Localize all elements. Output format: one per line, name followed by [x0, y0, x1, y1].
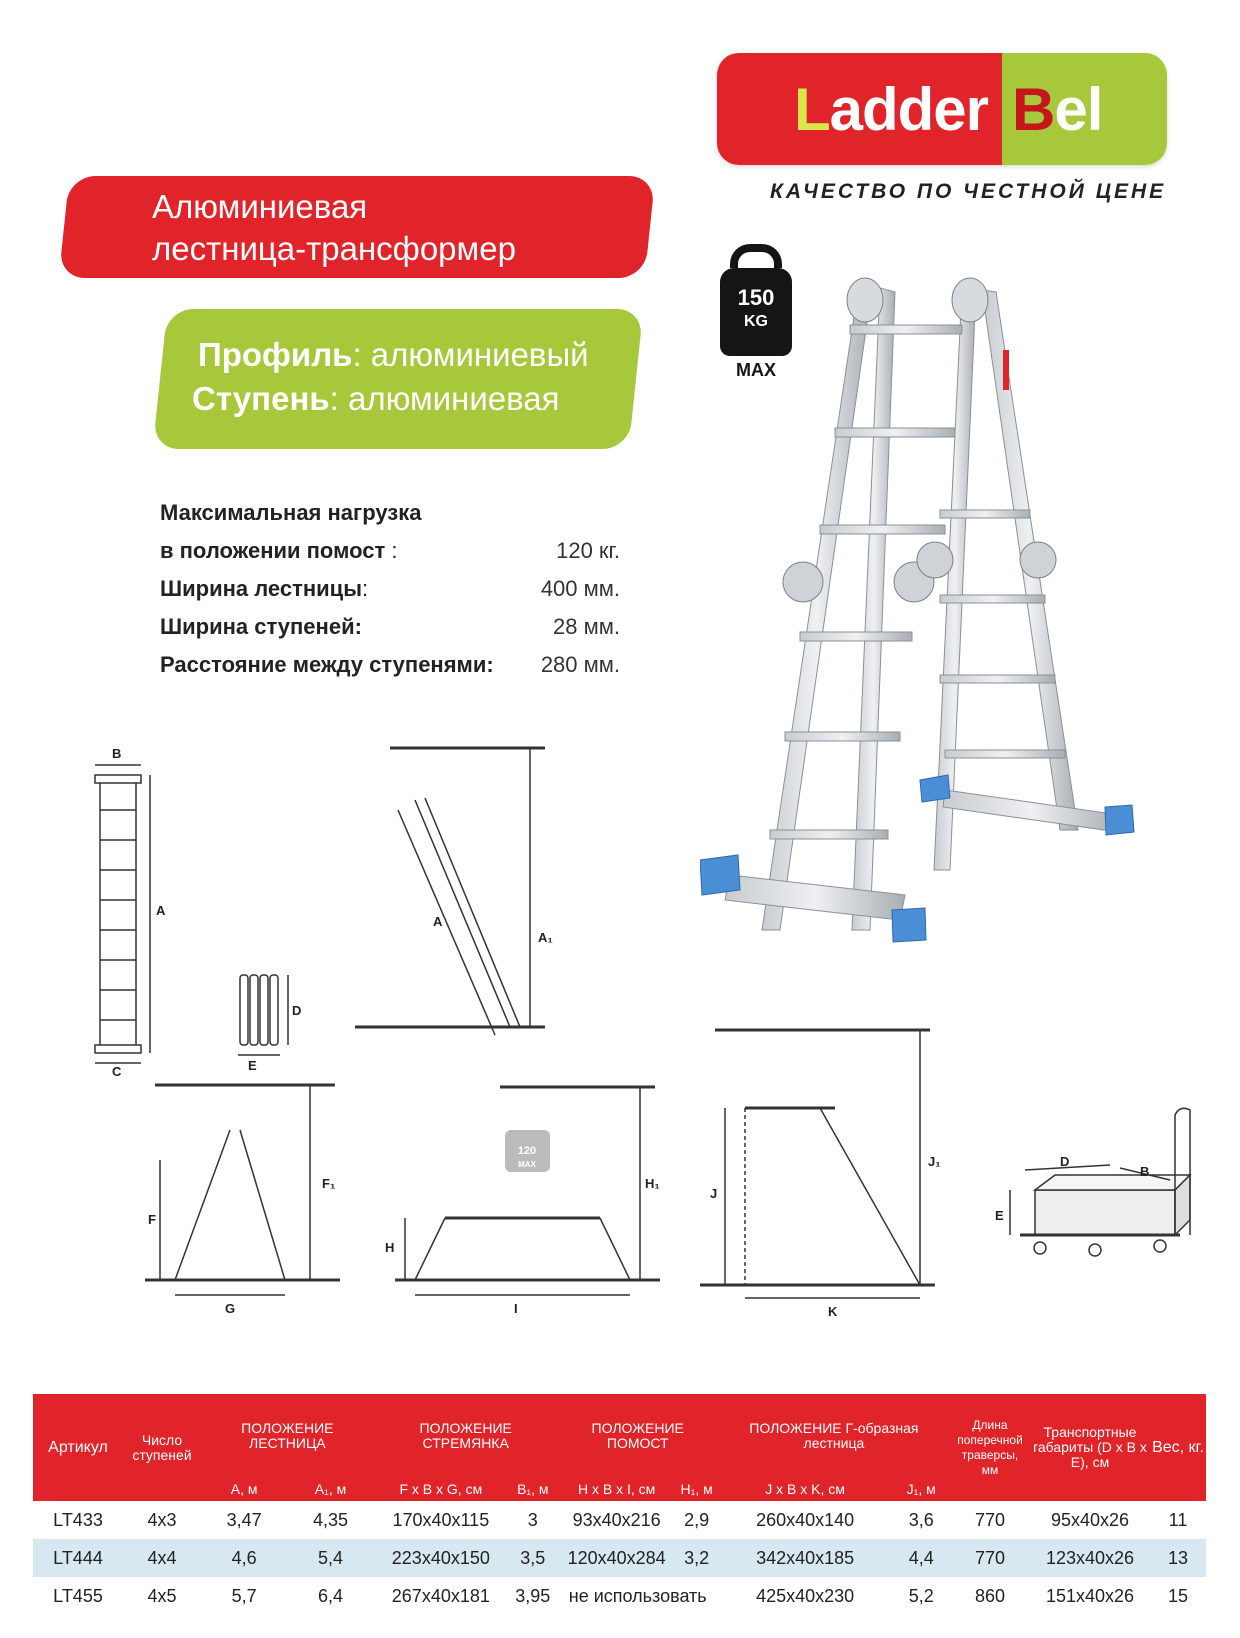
cell-hbi: 93x40x216	[558, 1501, 676, 1539]
weight-caption: MAX	[736, 360, 776, 380]
platform-weight-icon	[505, 1130, 550, 1172]
spec-label: в положении помост	[160, 538, 386, 563]
profile-label: Профиль	[198, 336, 353, 373]
logo-red-part	[717, 53, 1002, 165]
label-cart-b: B	[1140, 1164, 1150, 1179]
table-row	[33, 1539, 1206, 1577]
cell-jbk: 425x40x230	[718, 1577, 893, 1615]
header-platform-hbi: H x B x I, см	[577, 1481, 656, 1497]
label-j: J	[710, 1186, 718, 1201]
cell-a1: 6,4	[287, 1577, 373, 1615]
cell-steps: 4x4	[123, 1539, 201, 1577]
header-ladder-a: A, м	[230, 1481, 258, 1497]
label-h: H	[385, 1240, 395, 1255]
spec-row	[160, 570, 620, 608]
cell-j1: 5,2	[892, 1577, 950, 1615]
label-a1: A₁	[538, 930, 553, 945]
header-platform: ПОЛОЖЕНИЕ ПОМОСТ	[591, 1420, 684, 1451]
spec-value: 400 мм.	[540, 576, 620, 601]
header-platform-h1: H₁, м	[680, 1481, 713, 1497]
cell-weight: 11	[1150, 1501, 1206, 1539]
cell-traverse: 770	[950, 1539, 1030, 1577]
cell-a: 5,7	[201, 1577, 287, 1615]
header-ladder-a1: A₁, м	[314, 1481, 347, 1497]
logo-text-bel: Bel	[1012, 75, 1103, 143]
label-cart-e: E	[995, 1208, 1004, 1223]
specifications-table	[33, 1394, 1206, 1615]
table-row	[33, 1501, 1206, 1539]
weight-unit: KG	[744, 313, 768, 330]
header-steps: Число ступеней	[132, 1431, 192, 1463]
weight-value: 150	[737, 285, 775, 310]
spec-row	[160, 646, 620, 684]
logo-text-ladder: Ladder	[793, 75, 988, 143]
cell-j1: 3,6	[892, 1501, 950, 1539]
spec-value: 28 мм.	[553, 614, 620, 639]
label-g: G	[225, 1301, 236, 1316]
cell-fbg: 267x40x181	[374, 1577, 508, 1615]
title-line-1: Алюминиевая	[152, 188, 368, 225]
spec-label: Ширина лестницы	[160, 576, 362, 601]
header-lshape-j1: J₁, м	[906, 1481, 936, 1497]
title-line-2: лестница-трансформер	[152, 230, 516, 267]
cell-jbk: 260x40x140	[718, 1501, 893, 1539]
label-b: B	[112, 746, 122, 761]
step-label: Ступень	[192, 380, 330, 417]
header-ladder: ПОЛОЖЕНИЕ ЛЕСТНИЦА	[241, 1420, 334, 1451]
cell-article: LT444	[33, 1539, 123, 1577]
spec-suffix: :	[385, 538, 398, 563]
technical-diagrams	[0, 730, 1240, 1370]
label-k: K	[828, 1304, 838, 1319]
label-f: F	[148, 1212, 156, 1227]
cell-h1: 2,9	[676, 1501, 718, 1539]
cell-weight: 13	[1150, 1539, 1206, 1577]
cell-traverse: 860	[950, 1577, 1030, 1615]
cell-steps: 4x3	[123, 1501, 201, 1539]
label-c: C	[112, 1064, 122, 1079]
header-traverse: Длина поперечной траверсы, мм	[957, 1417, 1023, 1477]
cell-jbk: 342x40x185	[718, 1539, 893, 1577]
cell-transport: 95x40x26	[1030, 1501, 1150, 1539]
page-title	[152, 186, 516, 270]
spec-label: Ширина ступеней:	[160, 614, 362, 639]
spec-value: 280 мм.	[540, 652, 620, 677]
cell-j1: 4,4	[892, 1539, 950, 1577]
header-stepladder: ПОЛОЖЕНИЕ СТРЕМЯНКА	[419, 1420, 512, 1451]
spec-label: Расстояние между ступенями:	[160, 652, 494, 677]
cell-a1: 4,35	[287, 1501, 373, 1539]
spec-row	[160, 608, 620, 646]
step-value: : алюминиевая	[329, 380, 560, 417]
brand-logo	[717, 53, 1167, 165]
cell-b1: 3,5	[508, 1539, 558, 1577]
profile-value: : алюминиевый	[352, 336, 589, 373]
header-weight: Вес, кг.	[1152, 1439, 1204, 1456]
cell-b1: 3,95	[508, 1577, 558, 1615]
specs-list	[160, 494, 620, 684]
materials-text	[192, 333, 589, 421]
cell-steps: 4x5	[123, 1577, 201, 1615]
table-row	[33, 1577, 1206, 1615]
cell-a: 4,6	[201, 1539, 287, 1577]
cell-article: LT455	[33, 1577, 123, 1615]
label-i: I	[514, 1301, 518, 1316]
logo-green-part	[1002, 53, 1167, 165]
label-h1: H₁	[645, 1176, 660, 1191]
label-cart-d: D	[1060, 1154, 1070, 1169]
label-e: E	[248, 1058, 257, 1073]
cell-weight: 15	[1150, 1577, 1206, 1615]
cell-transport: 123x40x26	[1030, 1539, 1150, 1577]
cell-fbg: 223x40x150	[374, 1539, 508, 1577]
cell-fbg: 170x40x115	[374, 1501, 508, 1539]
cell-hbi: не использовать	[558, 1577, 718, 1615]
header-transport: Транспортные габариты (D x B x E), см	[1033, 1424, 1147, 1470]
header-stepladder-b1: B₁, м	[517, 1481, 549, 1497]
slogan: КАЧЕСТВО ПО ЧЕСТНОЙ ЦЕНЕ	[770, 180, 1167, 203]
spec-suffix: :	[362, 576, 369, 601]
header-stepladder-fbg: F x B x G, см	[399, 1481, 483, 1497]
cell-transport: 151x40x26	[1030, 1577, 1150, 1615]
spec-value: 120 кг.	[556, 538, 620, 563]
spec-row	[160, 532, 620, 570]
header-lshape: ПОЛОЖЕНИЕ Г-образная лестница	[749, 1420, 919, 1451]
table-header-row	[33, 1394, 1206, 1478]
cell-article: LT433	[33, 1501, 123, 1539]
cell-hbi: 120x40x284	[558, 1539, 676, 1577]
label-f1: F₁	[322, 1176, 336, 1191]
label-d: D	[292, 1003, 302, 1018]
spec-label: Максимальная нагрузка	[160, 500, 422, 525]
platform-badge-caption: MAX	[518, 1160, 536, 1169]
cell-a: 3,47	[201, 1501, 287, 1539]
header-article: Артикул	[48, 1439, 108, 1456]
label-a-lean: A	[433, 914, 443, 929]
cell-b1: 3	[508, 1501, 558, 1539]
platform-badge-value: 120	[517, 1145, 537, 1157]
cell-a1: 5,4	[287, 1539, 373, 1577]
spec-row	[160, 494, 620, 532]
header-lshape-jbk: J x B x K, см	[765, 1481, 845, 1497]
label-j1: J₁	[928, 1154, 941, 1169]
label-a: A	[156, 903, 166, 918]
cell-traverse: 770	[950, 1501, 1030, 1539]
cell-h1: 3,2	[676, 1539, 718, 1577]
